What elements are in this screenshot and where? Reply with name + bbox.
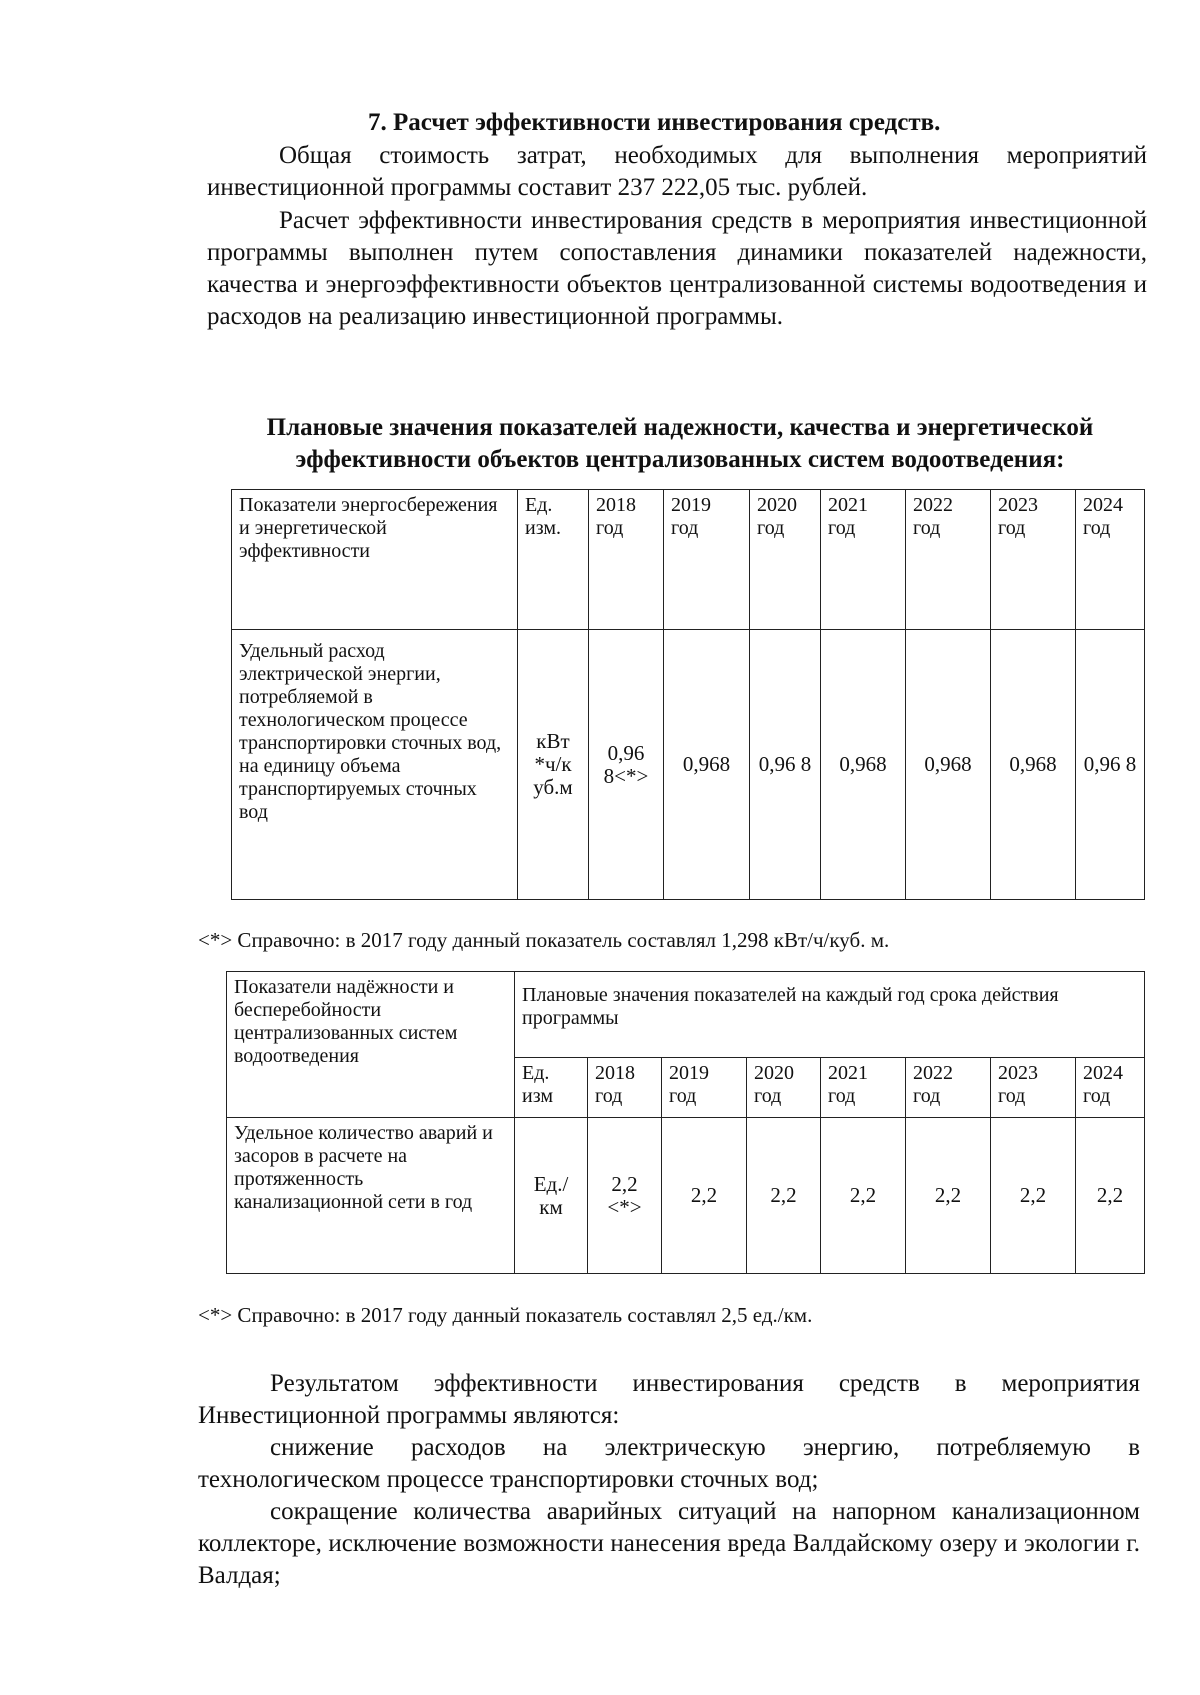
- row-value: 2,2: [991, 1118, 1076, 1274]
- row-unit: кВт *ч/к уб.м: [518, 630, 589, 900]
- footnote-energy: <*> Справочно: в 2017 году данный показатель составлял 1,298 кВт/ч/куб. м.: [198, 928, 890, 952]
- header-indicator: Показатели энергосбережения и энергетической эффективности: [232, 490, 518, 630]
- row-value: 0,96 8: [750, 630, 821, 900]
- table-row: [227, 1118, 1145, 1274]
- header-unit: Ед. изм: [515, 1058, 588, 1118]
- header-year: 2018 год: [589, 490, 664, 630]
- header-year: 2022 год: [906, 490, 991, 630]
- section-heading: 7. Расчет эффективности инвестирования средств.: [368, 109, 941, 136]
- header-year: 2024 год: [1076, 490, 1145, 630]
- results-item-accidents: сокращение количества аварийных ситуаций на напорном канализационном коллекторе, исключение возможности нанесения вреда Валдайскому озеру и экологии г. Валдая;: [198, 1498, 1140, 1589]
- header-year: 2022 год: [906, 1058, 991, 1118]
- header-unit: Ед. изм.: [518, 490, 589, 630]
- header-year: 2019 год: [662, 1058, 747, 1118]
- row-value: 0,96 8<*>: [589, 630, 664, 900]
- paragraph-efficiency-method: Расчет эффективности инвестирования средств в мероприятия инвестиционной программы выполнен путем сопоставления динамики показателей надежности, качества и энергоэффективности объектов централизованной системы водоотведения и расходов на реализацию инвестиционной программы.: [207, 207, 1147, 330]
- paragraph-total-cost: Общая стоимость затрат, необходимых для выполнения мероприятий инвестиционной программы составит 237 222,05 тыс. рублей.: [207, 142, 1147, 201]
- row-value: 0,968: [664, 630, 750, 900]
- row-value: 2,2: [821, 1118, 906, 1274]
- row-value: 0,968: [821, 630, 906, 900]
- table-header-row: [232, 490, 1145, 630]
- row-value: 2,2: [662, 1118, 747, 1274]
- header-year: 2020 год: [747, 1058, 821, 1118]
- header-year: 2020 год: [750, 490, 821, 630]
- row-value: 2,2: [906, 1118, 991, 1274]
- row-value: 0,968: [991, 630, 1076, 900]
- footnote-reliability: <*> Справочно: в 2017 году данный показатель составлял 2,5 ед./км.: [198, 1303, 813, 1327]
- header-group: Плановые значения показателей на каждый год срока действия программы: [515, 972, 1145, 1058]
- results-intro: Результатом эффективности инвестирования средств в мероприятия Инвестиционной программы являются:: [198, 1370, 1140, 1429]
- header-indicator: Показатели надёжности и бесперебойности централизованных систем водоотведения: [227, 972, 515, 1118]
- table-title: Плановые значения показателей надежности, качества и энергетической эффективности объектов централизованных систем водоотведения:: [266, 414, 1094, 473]
- table-row: [232, 630, 1145, 900]
- row-indicator: Удельное количество аварий и засоров в расчете на протяженность канализационной сети в год: [227, 1118, 515, 1274]
- row-value: 0,96 8: [1076, 630, 1145, 900]
- header-year: 2024 год: [1076, 1058, 1145, 1118]
- energy-efficiency-table: [231, 489, 1145, 900]
- reliability-table: [226, 971, 1145, 1274]
- row-indicator: Удельный расход электрической энергии, потребляемой в технологическом процессе транспортировки сточных вод, на единицу объема транспортируемых сточных вод: [232, 630, 518, 900]
- header-year: 2023 год: [991, 490, 1076, 630]
- header-year: 2018 год: [588, 1058, 662, 1118]
- header-year: 2023 год: [991, 1058, 1076, 1118]
- header-year: 2021 год: [821, 1058, 906, 1118]
- table-header-row: [227, 972, 1145, 1058]
- row-unit: Ед./ км: [515, 1118, 588, 1274]
- header-year: 2021 год: [821, 490, 906, 630]
- header-year: 2019 год: [664, 490, 750, 630]
- row-value: 0,968: [906, 630, 991, 900]
- row-value: 2,2 <*>: [588, 1118, 662, 1274]
- row-value: 2,2: [1076, 1118, 1145, 1274]
- results-item-energy: снижение расходов на электрическую энергию, потребляемую в технологическом процессе транспортировки сточных вод;: [198, 1434, 1140, 1493]
- row-value: 2,2: [747, 1118, 821, 1274]
